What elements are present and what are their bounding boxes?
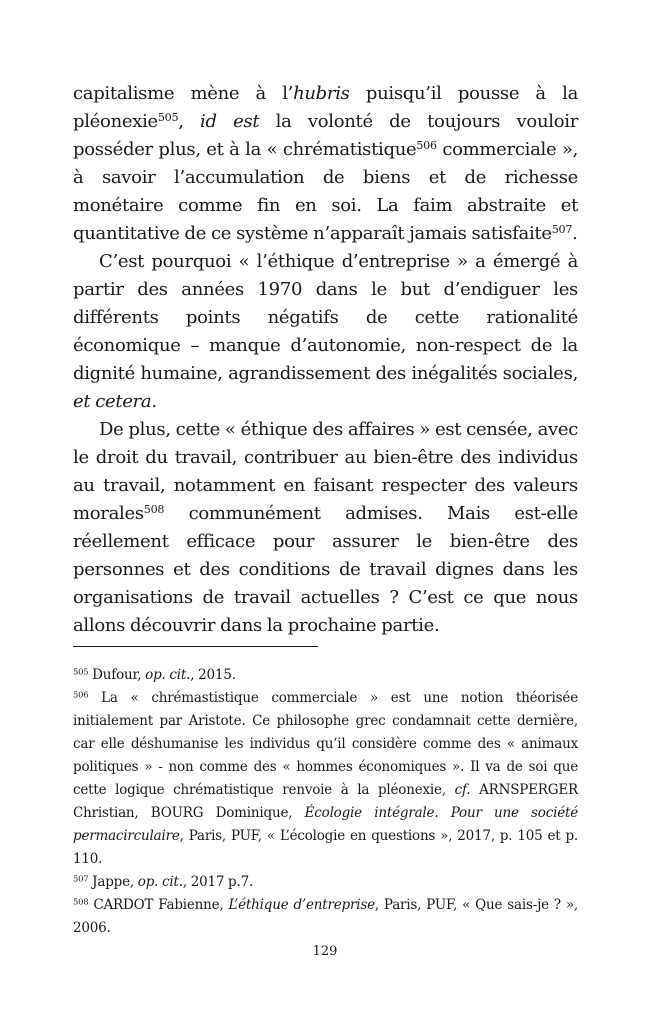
text-run: C’est pourquoi « l’éthique d’entreprise » a émergé à partir des années 1970 dans le but d’endiguer les différents points négatifs de cette rationalité économique – manque d’autonomie, non-respect de la dignité humaine, agrandissement des inégalités sociales, — [73, 251, 578, 384]
footnote-number: 507 — [73, 873, 89, 884]
text-run: ARNSPERGER Christian, BOURG Dominique, — [73, 782, 578, 821]
italic-run: cf. — [454, 782, 471, 798]
footnote-505 — [73, 664, 578, 687]
main-text — [73, 80, 578, 640]
text-run: De plus, cette « éthique des affaires » est censée, avec le droit du travail, contribuer au bien-être des individus au travail, notamment en faisant respecter des valeurs morales — [73, 419, 579, 524]
footnote-number: 505 — [73, 666, 89, 677]
text-run: CARDOT Fabienne, — [88, 897, 229, 913]
text-run: puisqu’il pousse à la pléonexie — [73, 83, 579, 132]
paragraph-3 — [73, 416, 578, 640]
text-run: Jappe, — [88, 874, 138, 890]
text-run: communément admises. Mais est-elle réellement efficace pour assurer le bien-être des personnes et des conditions de travail dignes dans les organisations de travail actuelles ? C’est ce que nous allons découvrir dans la prochaine partie. — [73, 503, 578, 636]
footnote-ref-506[interactable]: 506 — [416, 138, 437, 152]
text-run: capitalisme mène à l’ — [73, 83, 294, 104]
footnote-separator — [73, 646, 318, 647]
italic-run: id est — [200, 111, 260, 132]
footnote-507 — [73, 871, 578, 894]
text-run: Dufour, — [88, 667, 146, 683]
footnote-506 — [73, 687, 578, 871]
text-run: La « chrémastistique commerciale » est une notion théorisée initialement par Aristote. Ce philosophe grec condamnait cette dernière, car elle déshumanise les individus qu’il considère comme des « animaux politiques » - non comme des « hommes économiques ». Il va de soi que cette logique chrématistique renvoie à la pléonexie, — [73, 690, 578, 798]
footnote-ref-508[interactable]: 508 — [143, 502, 165, 516]
page-number: 129 — [312, 944, 338, 959]
italic-run: hubris — [293, 83, 350, 104]
footnote-ref-505[interactable]: 505 — [157, 110, 179, 124]
text-run: , Paris, PUF, « L’écologie en questions », 2017, p. 105 et p. 110. — [73, 828, 578, 867]
text-run: , Paris, PUF, « Que sais-je ? », 2006. — [73, 897, 578, 936]
italic-run: op. cit. — [145, 667, 191, 683]
paragraph-2 — [73, 248, 578, 416]
text-run: . — [572, 223, 578, 244]
text-run: commerciale », à savoir l’accumulation de biens et de richesse monétaire comme fin en soi. La faim abstraite et quantitative de ce système n’apparaît jamais satisfaite — [73, 139, 578, 244]
footnote-ref-507[interactable]: 507 — [551, 222, 573, 236]
paragraph-1 — [73, 80, 578, 248]
italic-run: et cetera — [73, 391, 152, 412]
text-run: la volonté de toujours vouloir posséder plus, et à la « chrématistique — [73, 111, 579, 160]
text-run: , 2015. — [190, 667, 236, 683]
footnote-508 — [73, 894, 578, 940]
italic-run: Écologie intégrale. Pour une société permacirculaire — [73, 805, 578, 844]
italic-run: L’éthique d’entreprise — [228, 897, 375, 913]
text-run: , — [178, 111, 201, 132]
footnote-number: 508 — [73, 896, 89, 907]
text-run: . — [151, 391, 157, 412]
footnotes — [73, 664, 578, 940]
italic-run: op. cit. — [137, 874, 183, 890]
footnote-number: 506 — [73, 689, 89, 700]
text-run: , 2017 p.7. — [182, 874, 254, 890]
